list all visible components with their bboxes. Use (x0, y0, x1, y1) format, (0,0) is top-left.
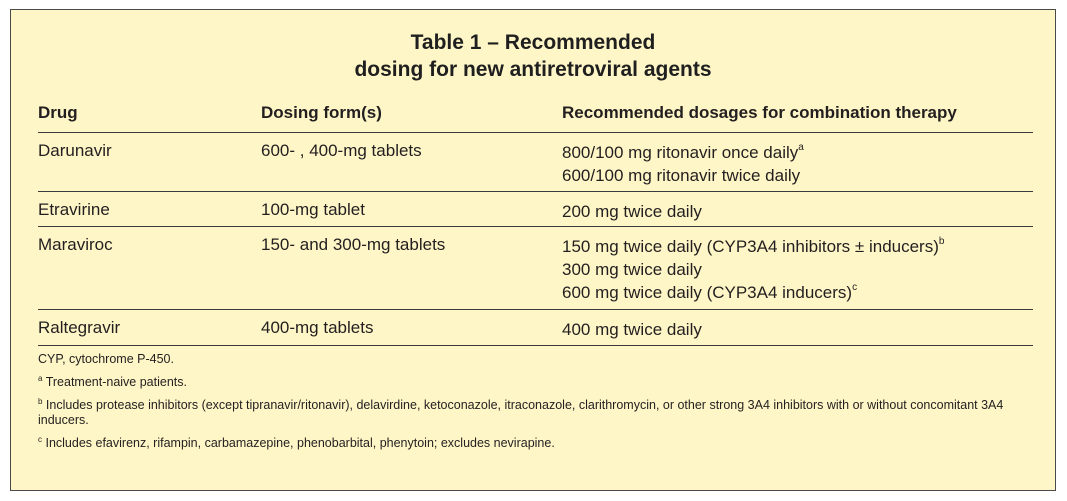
footnote-marker: c (852, 282, 858, 294)
footnote-text: Includes efavirenz, rifampin, carbamazepine, phenobarbital, phenytoin; excludes nevirapine. (42, 436, 555, 450)
footnote-c (38, 436, 1033, 451)
dosage-list (562, 318, 702, 341)
dosage-text: 200 mg twice daily (562, 202, 702, 221)
header-drug: Drug (38, 103, 78, 122)
dosage-line (562, 281, 944, 304)
dosage-line (562, 164, 804, 187)
table-panel (10, 9, 1056, 491)
drug-name: Maraviroc (38, 235, 113, 254)
table-header-row (38, 97, 1033, 132)
dosage-list (562, 235, 944, 304)
table-row (38, 310, 1033, 345)
dosage-line (562, 200, 702, 223)
dosage-list (562, 141, 804, 187)
dosing-table (38, 97, 1033, 346)
table-bottom-rule (38, 345, 1033, 346)
table-row (38, 227, 1033, 309)
dosing-form: 150- and 300-mg tablets (261, 235, 446, 254)
dosage-text: 600 mg twice daily (CYP3A4 inducers) (562, 283, 853, 302)
dosage-text: 800/100 mg ritonavir once daily (562, 143, 799, 162)
table-title-line-1: Table 1 – Recommended (410, 31, 656, 54)
table-title-line-2: dosing for new antiretroviral agents (354, 58, 712, 81)
footnote-text: Treatment-naive patients. (42, 375, 187, 389)
footnote-text: Includes protease inhibitors (except tipranavir/ritonavir), delavirdine, ketoconazole, itraconazole, clarithromycin, or other strong 3A4 inhibitors with or without concomitant 3A4 inducers. (38, 398, 1004, 427)
dosage-line (562, 141, 804, 164)
footnote-marker: a (798, 142, 804, 154)
dosing-form: 600- , 400-mg tablets (261, 141, 422, 160)
header-recommended-dosages: Recommended dosages for combination therapy (562, 103, 957, 122)
drug-name: Raltegravir (38, 318, 121, 337)
footnote-b (38, 398, 1033, 428)
dosing-form: 400-mg tablets (261, 318, 374, 337)
header-dosing-form: Dosing form(s) (261, 103, 382, 122)
footnote-marker: a (38, 373, 43, 383)
footnote-marker: b (938, 236, 945, 248)
dosage-line (562, 235, 944, 258)
footnote-abbreviation: CYP, cytochrome P-450. (38, 352, 174, 366)
dosage-text: 400 mg twice daily (562, 320, 702, 339)
dosage-line (562, 258, 944, 281)
table-row (38, 192, 1033, 226)
dosage-text: 600/100 mg ritonavir twice daily (562, 166, 801, 185)
table-row (38, 133, 1033, 191)
dosage-text: 150 mg twice daily (CYP3A4 inhibitors ± inducers) (562, 237, 939, 256)
table-title (11, 29, 1055, 83)
dosage-list (562, 200, 702, 223)
footnote-marker: c (38, 434, 42, 444)
drug-name: Darunavir (38, 141, 112, 160)
dosing-form: 100-mg tablet (261, 200, 365, 219)
table-footnotes (38, 352, 1033, 459)
drug-name: Etravirine (38, 200, 110, 219)
dosage-text: 300 mg twice daily (562, 260, 702, 279)
footnote-marker: b (38, 396, 43, 406)
dosage-line (562, 318, 702, 341)
footnote-a (38, 375, 1033, 390)
